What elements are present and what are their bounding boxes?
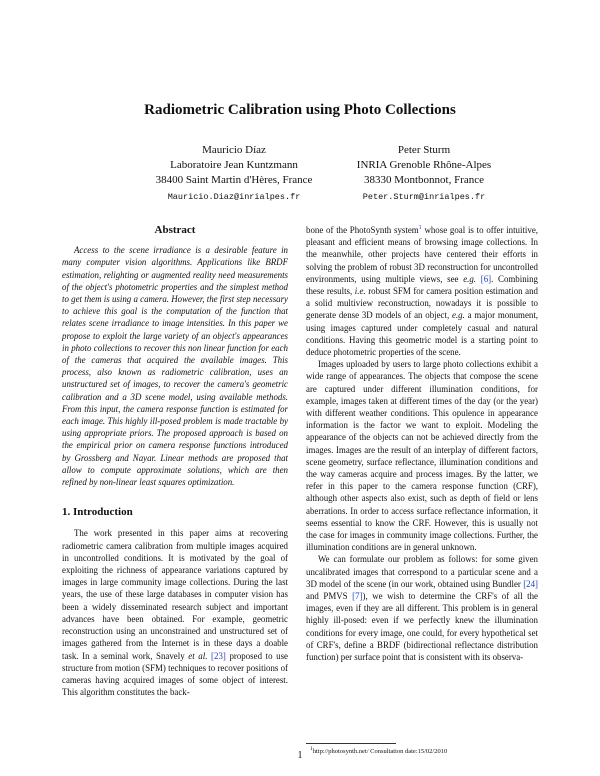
intro-paragraph-3: We can formulate our problem as follows: for some given uncalibrated images that correspond to a particular scene and a 3D model of the scene (in our work, obtained using Bundler [24] and PMVS [7]), we wish to determine the CRF's of all the images, even if they are all different. This problem is in general highly ill-posed: even if we perfectly knew the illumination conditions for every image, one could, for every hypothetical set of CRF's, define a BRDF (bidirectional reflectance distribution function) per surface point that is consistent with its observa- [306, 554, 538, 663]
author-affiliation: Laboratoire Jean Kuntzmann [170, 159, 298, 171]
author-email: Mauricio.Diaz@inrialpes.fr [167, 192, 301, 202]
left-column [62, 224, 288, 698]
footnote-text: http://photosynth.net/ Consultation date:15/02/2010 [312, 748, 448, 756]
author-affiliation: INRIA Grenoble Rhône-Alpes [356, 159, 492, 171]
section-heading-introduction: 1. Introduction [62, 506, 133, 519]
author-email: Peter.Sturm@inrialpes.fr [362, 192, 486, 202]
footnote-mark: 1 [310, 746, 313, 752]
intro-paragraph-1-continued: bone of the PhotoSynth system$^1$ whose goal is to offer intuitive, pleasant and efficient means of browsing image collections. In the meanwhile, other projects have centered their efforts in solving the problem of robust 3D reconstruction for uncontrolled environments, using multiple views, see e.g. [6]. Combining these results, i.e. robust SFM for camera position estimation and a solid multiview reconstruction, nowadays it is possible to generate dense 3D models of an object, e.g. a major monument, using images captured under completely casual and natural conditions. Having this geometric model is a starting point to deduce photometric properties of the scene. [306, 224, 538, 357]
right-column [306, 222, 538, 663]
author-address: 38400 Saint Martin d'Hères, France [155, 174, 313, 186]
citation-link[interactable]: [24] [523, 578, 538, 589]
footnote-marker[interactable]: 1 [418, 225, 422, 231]
author-name: Peter Sturm [397, 144, 451, 156]
intro-paragraph-2: Images uploaded by users to large photo collections exhibit a wide range of appearances. The objects that compose the scene are captured under different illumination conditions, for example, images taken at different times of the day (or the year) with different weather conditions. This opulence in appearance information is the factor we want to exploit. Modeling the appearance of the objects can not be achieved directly from the images. Images are the result of an interplay of different factors, scene geometry, surface reflectance, illumination conditions and the way cameras acquire and process images. By the latter, we refer in this paper to the camera response function (CRF), although other aspects also exist, such as depth of field or lens aberrations. In order to access surface reflectance information, it seems essential to know the CRF. However, this is usually not the case for images in community image collections. Further, the illumination conditions are in general unknown. [306, 359, 538, 553]
citation-link[interactable]: [23] [211, 650, 226, 661]
author-name: Mauricio Díaz [202, 144, 266, 156]
abstract-text: Access to the scene irradiance is a desirable feature in many computer vision algorithms. Applications like BRDF estimation, relighting or augmented reality need measurements of the object's photometric properties and the simplest method to get them is using a camera. However, the first step necessary to achieve this goal is the computation of the function that relates scene irradiance to image intensities. In this paper we propose to exploit the large variety of an object's appearances in photo collections to recover this non linear function for each of the cameras that acquired the available images. This process, also known as radiometric calibration, uses an unstructured set of images, to recover the camera's geometric calibration and a 3D scene model, using available methods. From this input, the camera response function is estimated for each image. This highly ill-posed problem is made tractable by using appropriate priors. The proposed approach is based on the empirical prior on camera response functions introduced by Grossberg and Nayar. Linear methods are proposed that allow to compute approximate solutions, which are then refined by non-linear least squares optimization. [62, 245, 288, 488]
abstract-heading: Abstract [154, 224, 196, 236]
intro-paragraph-1: The work presented in this paper aims at recovering radiometric camera calibration from multiple images acquired in uncontrolled conditions. It is motivated by the goal of exploiting the richness of appearance variations captured by images in large community image collections. During the last years, the use of these large databases in computer vision has been a widely disseminated research subject and important advances have been obtained. For example, geometric reconstruction using an unconstrained and unstructured set of images gathered from the Internet is in these days a doable task. In a seminal work, Snavely et al. [23] proposed to use structure from motion (SFM) techniques to recover positions of cameras having acquired images of some object of interest. This algorithm constitutes the back- [62, 528, 288, 698]
paper-title: Radiometric Calibration using Photo Collections [144, 102, 456, 118]
citation-link[interactable]: [7] [352, 591, 363, 602]
author-block-2 [304, 143, 544, 205]
footnote-divider [306, 743, 396, 744]
page-number: 1 [297, 750, 303, 761]
citation-link[interactable]: [6] [480, 273, 492, 284]
author-address: 38330 Montbonnot, France [363, 174, 485, 186]
